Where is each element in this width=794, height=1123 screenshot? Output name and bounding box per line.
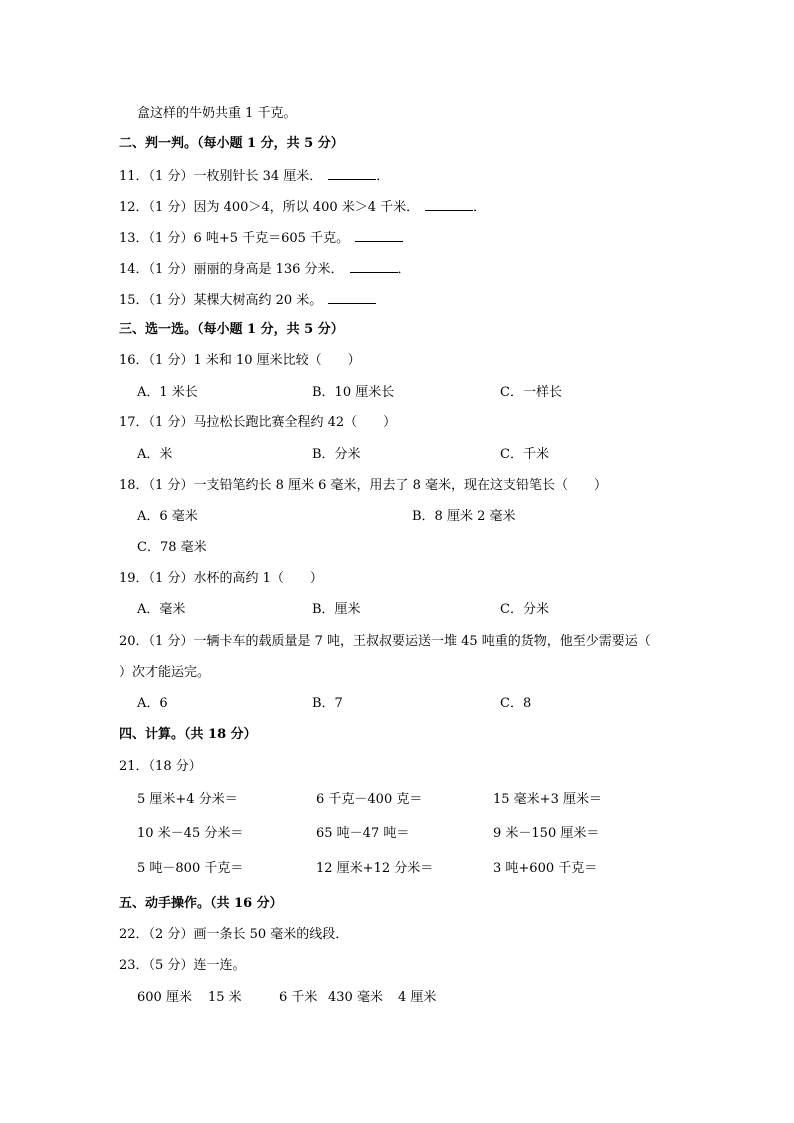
answer-blank[interactable]: [328, 167, 376, 180]
answer-blank[interactable]: [328, 291, 376, 304]
option-c[interactable]: C．分米: [500, 602, 549, 617]
calc-item: 5 吨－800 千克＝: [137, 861, 244, 876]
option-a[interactable]: A．毫米: [137, 602, 186, 617]
answer-blank[interactable]: [350, 260, 398, 273]
calc-item: 12 厘米+12 分米＝: [316, 861, 434, 876]
question-14: 14．（1 分）丽丽的身高是 136 分米． ．: [119, 262, 411, 277]
option-a[interactable]: A．6 毫米: [137, 509, 198, 524]
section2-title: 二、判一判。（每小题 1 分，共 5 分）: [119, 136, 344, 151]
option-c[interactable]: C．78 毫米: [137, 540, 207, 555]
section3-title: 三、选一选。（每小题 1 分，共 5 分）: [119, 322, 344, 337]
option-c[interactable]: C．一样长: [500, 385, 562, 400]
question-11: 11．（1 分）一枚别针长 34 厘米． ．: [119, 169, 390, 184]
answer-blank[interactable]: [355, 229, 403, 242]
question-15: 15．（1 分）某棵大树高约 20 米。: [119, 291, 376, 309]
option-b[interactable]: B．7: [312, 696, 343, 711]
calc-item: 5 厘米+4 分米＝: [137, 792, 238, 807]
option-a[interactable]: A．1 米长: [137, 385, 198, 400]
option-a[interactable]: A．米: [137, 447, 173, 462]
question-21: 21．（18 分）: [119, 759, 202, 774]
match-item[interactable]: 6 千米: [279, 990, 318, 1005]
calc-item: 9 米－150 厘米＝: [493, 826, 600, 841]
calc-item: 3 吨+600 千克＝: [493, 861, 598, 876]
section4-title: 四、计算。（共 18 分）: [119, 727, 257, 742]
match-item[interactable]: 15 米: [208, 990, 242, 1005]
option-b[interactable]: B．10 厘米长: [312, 385, 395, 400]
calc-item: 10 米－45 分米＝: [137, 826, 244, 841]
question-22: 22．（2 分）画一条长 50 毫米的线段．: [119, 927, 349, 942]
option-a[interactable]: A．6: [137, 696, 168, 711]
option-b[interactable]: B．厘米: [312, 602, 361, 617]
calc-item: 15 毫米+3 厘米＝: [493, 792, 602, 807]
match-item[interactable]: 430 毫米: [328, 990, 383, 1005]
option-b[interactable]: B．8 厘米 2 毫米: [412, 509, 516, 524]
question-13: 13．（1 分）6 吨+5 千克＝605 千克。: [119, 229, 403, 247]
question-17: 17．（1 分）马拉松长跑比赛全程约 42（ ）: [119, 415, 397, 430]
question-20-continued: ）次才能运完。: [119, 665, 211, 680]
calc-item: 65 吨－47 吨＝: [316, 826, 410, 841]
question-18: 18．（1 分）一支铅笔约长 8 厘米 6 毫米，用去了 8 毫米，现在这支铅笔长（ ）: [119, 478, 608, 493]
question-19: 19．（1 分）水杯的高约 1（ ）: [119, 571, 323, 586]
calc-item: 6 千克－400 克＝: [316, 792, 423, 807]
question-12: 12．（1 分）因为 400＞4，所以 400 米＞4 千米． ．: [119, 200, 487, 215]
option-c[interactable]: C．8: [500, 696, 532, 711]
answer-blank[interactable]: [425, 198, 473, 211]
question-23: 23．（5 分）连一连。: [119, 958, 246, 973]
question-20: 20．（1 分）一辆卡车的载质量是 7 吨，王叔叔要运送一堆 45 吨重的货物，他至少需要运（: [119, 634, 651, 649]
match-item[interactable]: 4 厘米: [398, 990, 437, 1005]
option-b[interactable]: B．分米: [312, 447, 361, 462]
option-c[interactable]: C．千米: [500, 447, 549, 462]
continuation-line: 盒这样的牛奶共重 1 千克。: [137, 106, 297, 121]
question-16: 16．（1 分）1 米和 10 厘米比较（ ）: [119, 353, 361, 368]
match-item[interactable]: 600 厘米: [137, 990, 192, 1005]
section5-title: 五、动手操作。（共 16 分）: [119, 896, 283, 911]
